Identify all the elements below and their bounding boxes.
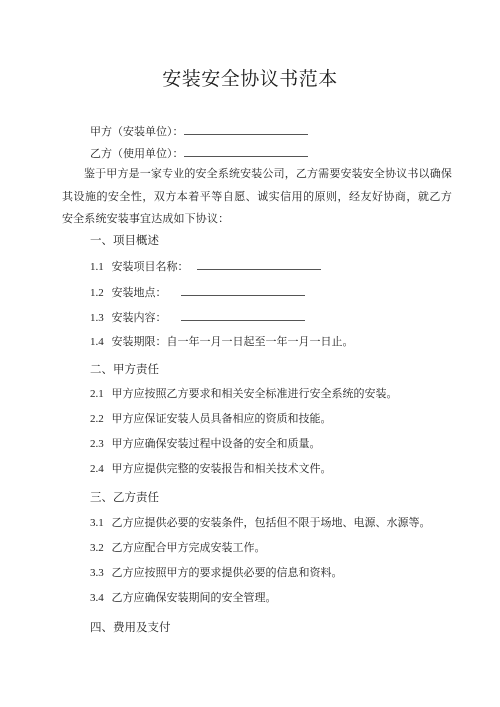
section-heading: 二、甲方责任 bbox=[90, 362, 159, 376]
location-blank bbox=[181, 284, 305, 296]
party-a-line bbox=[90, 123, 308, 139]
list-item: 1.1 安装项目名称： bbox=[90, 258, 321, 274]
list-item: 1.4 安装期限：自一年一月一日起至一年一月一日止。 bbox=[90, 335, 354, 348]
party-b-blank bbox=[184, 145, 308, 157]
project-name-blank bbox=[197, 258, 321, 270]
party-a-label: 甲方（安装单位）： bbox=[90, 125, 184, 138]
section-heading: 四、费用及支付 bbox=[90, 620, 171, 634]
section-heading: 一、项目概述 bbox=[90, 233, 159, 247]
list-item: 1.2 安装地点： bbox=[90, 284, 305, 300]
list-item: 2.4 甲方应提供完整的安装报告和相关技术文件。 bbox=[90, 462, 332, 475]
section-heading: 三、乙方责任 bbox=[90, 490, 159, 504]
list-item: 3.3 乙方应按照甲方的要求提供必要的信息和资料。 bbox=[90, 566, 343, 579]
list-item: 2.3 甲方应确保安装过程中设备的安全和质量。 bbox=[90, 437, 321, 450]
party-b-line bbox=[90, 145, 308, 161]
list-item: 2.2 甲方应保证安装人员具备相应的资质和技能。 bbox=[90, 412, 332, 425]
list-item: 3.1 乙方应提供必要的安装条件，包括但不限于场地、电源、水源等。 bbox=[90, 516, 431, 529]
intro-paragraph: 鉴于甲方是一家专业的安全系统安装公司，乙方需要安装安全协议书以确保其设施的安全性，双方本着平等自愿、诚实信用的原则，经友好协商，就乙方安全系统安装事宜达成如下协议： bbox=[62, 167, 452, 225]
party-b-label: 乙方（使用单位）： bbox=[90, 147, 184, 160]
list-item: 1.3 安装内容： bbox=[90, 309, 305, 325]
content-blank bbox=[181, 309, 305, 321]
list-item: 2.1 甲方应按照乙方要求和相关安全标准进行安全系统的安装。 bbox=[90, 387, 398, 400]
list-item: 3.2 乙方应配合甲方完成安装工作。 bbox=[90, 541, 266, 554]
list-item: 3.4 乙方应确保安装期间的安全管理。 bbox=[90, 591, 277, 604]
party-a-blank bbox=[184, 123, 308, 135]
document-title: 安装安全协议书范本 bbox=[162, 68, 338, 90]
